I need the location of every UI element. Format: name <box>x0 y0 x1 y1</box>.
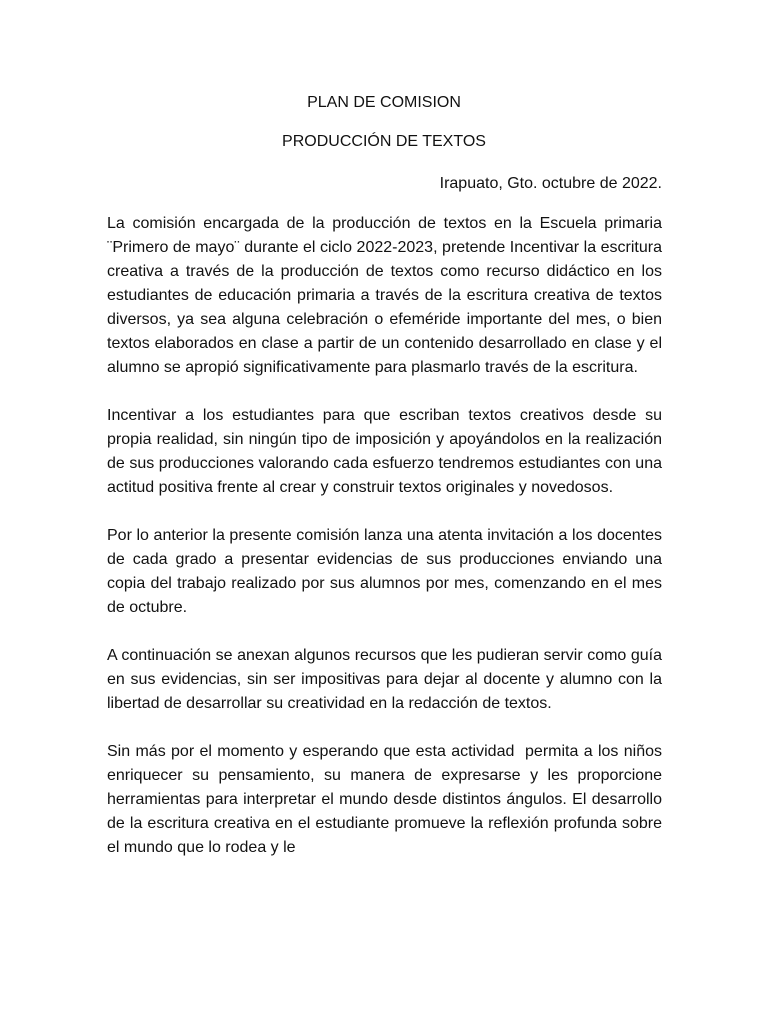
paragraph-2: Incentivar a los estudiantes para que escriban textos creativos desde su propia realidad, sin ningún tipo de imposición y apoyándolos en la realización de sus producciones valorando cada esfuerzo tendremos estudiantes con una actitud positiva frente al crear y construir textos originales y novedosos. <box>107 407 667 496</box>
document-title: PLAN DE COMISION <box>307 94 461 111</box>
date-line: Irapuato, Gto. octubre de 2022. <box>439 175 662 192</box>
document-subtitle: PRODUCCIÓN DE TEXTOS <box>282 133 486 150</box>
paragraph-1: La comisión encargada de la producción de textos en la Escuela primaria ¨Primero de mayo¨ durante el ciclo 2022-2023, pretende Incentivar la escritura creativa a través de la producción de textos como recurso didáctico en los estudiantes de educación primaria a través de la escritura creativa de textos diversos, ya sea alguna celebración o efeméride importante del mes, o bien textos elaborados en clase a partir de un contenido desarrollado en clase y el alumno se apropió significativamente para plasmarlo través de la escritura. <box>107 215 671 376</box>
paragraph-5: Sin más por el momento y esperando que esta actividad permita a los niños enriquecer su pensamiento, su manera de expresarse y les proporcione herramientas para interpretar el mundo desde distintos ángulos. El desarrollo de la escritura creativa en el estudiante promueve la reflexión profunda sobre el mundo que lo rodea y le <box>107 743 667 856</box>
paragraph-3: Por lo anterior la presente comisión lanza una atenta invitación a los docentes de cada grado a presentar evidencias de sus producciones enviando una copia del trabajo realizado por sus alumnos por mes, comenzando en el mes de octubre. <box>107 527 667 616</box>
document-body <box>107 212 671 884</box>
paragraph-4: A continuación se anexan algunos recursos que les pudieran servir como guía en sus evidencias, sin ser impositivas para dejar al docente y alumno con la libertad de desarrollar su creatividad en la redacción de textos. <box>107 647 667 712</box>
